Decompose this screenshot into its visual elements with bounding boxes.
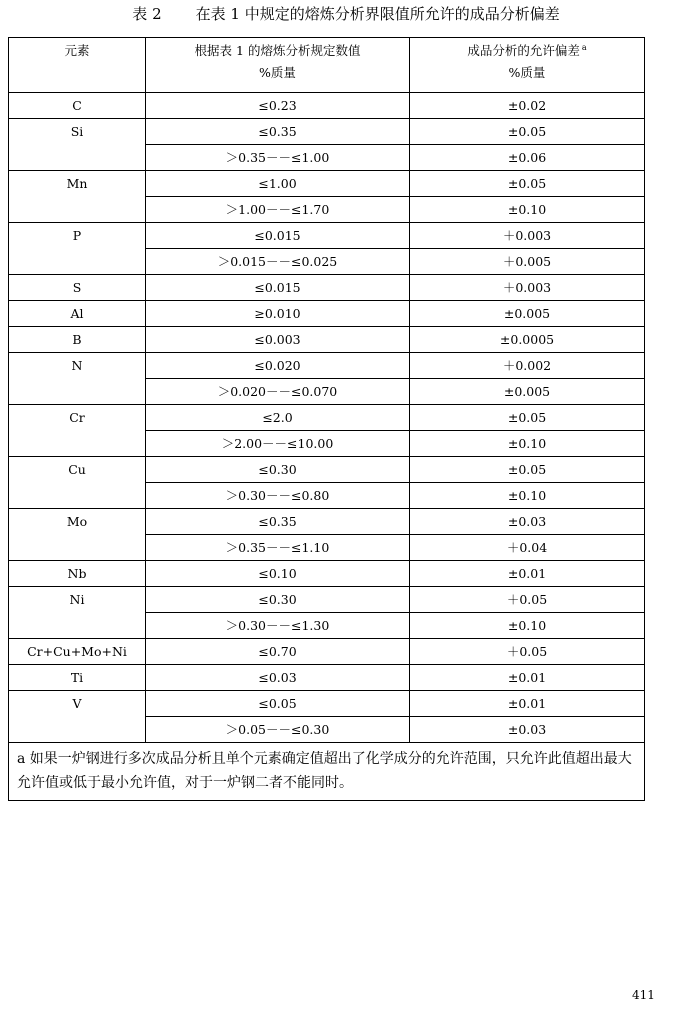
table-row <box>9 119 645 145</box>
deviation-cell: ±0.05 <box>410 171 645 197</box>
table-row <box>9 691 645 717</box>
element-cell: V <box>9 691 146 743</box>
table-row <box>9 275 645 301</box>
table-row <box>9 301 645 327</box>
table-row <box>9 509 645 535</box>
element-cell: Mn <box>9 171 146 223</box>
element-cell: Mo <box>9 509 146 561</box>
page-number: 411 <box>632 988 655 1002</box>
element-cell: Ni <box>9 587 146 639</box>
table-row <box>9 223 645 249</box>
spec-value-cell: ≥0.010 <box>146 301 410 327</box>
header-deviation-label: 成品分析的允许偏差 <box>467 43 580 58</box>
element-cell: Cr+Cu+Mo+Ni <box>9 639 146 665</box>
footnote-row <box>9 743 645 801</box>
deviation-table <box>8 37 645 801</box>
deviation-cell: ±0.03 <box>410 717 645 743</box>
header-spec-unit: %质量 <box>259 65 296 80</box>
deviation-cell: ＋0.005 <box>410 249 645 275</box>
spec-value-cell: ≤0.70 <box>146 639 410 665</box>
spec-value-cell: ＞0.020－－≤0.070 <box>146 379 410 405</box>
header-element <box>9 38 146 93</box>
table-row <box>9 457 645 483</box>
deviation-cell: ＋0.04 <box>410 535 645 561</box>
spec-value-cell: ≤0.05 <box>146 691 410 717</box>
table-title <box>0 4 692 24</box>
deviation-cell: ±0.03 <box>410 509 645 535</box>
element-cell: Nb <box>9 561 146 587</box>
spec-value-cell: ＞0.05－－≤0.30 <box>146 717 410 743</box>
spec-value-cell: ≤1.00 <box>146 171 410 197</box>
footnote: a 如果一炉钢进行多次成品分析且单个元素确定值超出了化学成分的允许范围，只允许此值超出最大允许值或低于最小允许值，对于一炉钢二者不能同时。 <box>9 743 645 801</box>
spec-value-cell: ＞0.015－－≤0.025 <box>146 249 410 275</box>
element-cell: Cr <box>9 405 146 457</box>
spec-value-cell: ≤0.03 <box>146 665 410 691</box>
spec-value-cell: ≤0.015 <box>146 223 410 249</box>
deviation-cell: ±0.05 <box>410 405 645 431</box>
table-row <box>9 353 645 379</box>
deviation-cell: ＋0.002 <box>410 353 645 379</box>
deviation-cell: ＋0.05 <box>410 587 645 613</box>
table-row <box>9 665 645 691</box>
element-cell: P <box>9 223 146 275</box>
spec-value-cell: ≤0.23 <box>146 93 410 119</box>
spec-value-cell: ≤0.35 <box>146 509 410 535</box>
deviation-cell: ±0.01 <box>410 691 645 717</box>
table-caption: 在表 1 中规定的熔炼分析界限值所允许的成品分析偏差 <box>195 5 560 23</box>
header-deviation-line1 <box>410 40 644 62</box>
element-cell: B <box>9 327 146 353</box>
deviation-cell: ±0.0005 <box>410 327 645 353</box>
deviation-table-body <box>9 38 645 743</box>
deviation-cell: ±0.005 <box>410 379 645 405</box>
deviation-cell: ＋0.003 <box>410 223 645 249</box>
spec-value-cell: ≤0.003 <box>146 327 410 353</box>
spec-value-cell: ≤0.30 <box>146 457 410 483</box>
deviation-cell: ±0.005 <box>410 301 645 327</box>
element-cell: Ti <box>9 665 146 691</box>
header-spec <box>146 38 410 93</box>
header-element-label: 元素 <box>64 43 90 58</box>
spec-value-cell: ≤0.30 <box>146 587 410 613</box>
table-row <box>9 171 645 197</box>
deviation-cell: ±0.05 <box>410 457 645 483</box>
deviation-cell: ±0.02 <box>410 93 645 119</box>
element-cell: Al <box>9 301 146 327</box>
header-deviation <box>410 38 645 93</box>
deviation-cell: ±0.10 <box>410 483 645 509</box>
element-cell: C <box>9 93 146 119</box>
deviation-cell: ±0.06 <box>410 145 645 171</box>
spec-value-cell: ＞0.30－－≤0.80 <box>146 483 410 509</box>
table-row <box>9 405 645 431</box>
header-deviation-unit: %质量 <box>508 65 546 80</box>
spec-value-cell: ＞1.00－－≤1.70 <box>146 197 410 223</box>
deviation-cell: ±0.01 <box>410 561 645 587</box>
table-row <box>9 561 645 587</box>
table-row <box>9 587 645 613</box>
element-cell: S <box>9 275 146 301</box>
spec-value-cell: ＞2.00－－≤10.00 <box>146 431 410 457</box>
header-spec-line1: 根据表 1 的熔炼分析规定数值 <box>194 43 361 58</box>
deviation-cell: ±0.10 <box>410 431 645 457</box>
element-cell: Cu <box>9 457 146 509</box>
deviation-cell: ±0.10 <box>410 613 645 639</box>
spec-value-cell: ＞0.35－－≤1.00 <box>146 145 410 171</box>
deviation-cell: ＋0.05 <box>410 639 645 665</box>
table-row <box>9 93 645 119</box>
deviation-cell: ±0.01 <box>410 665 645 691</box>
spec-value-cell: ≤0.35 <box>146 119 410 145</box>
spec-value-cell: ＞0.30－－≤1.30 <box>146 613 410 639</box>
table-number: 表 2 <box>132 5 162 23</box>
element-cell: N <box>9 353 146 405</box>
spec-value-cell: ≤0.020 <box>146 353 410 379</box>
spec-value-cell: ≤2.0 <box>146 405 410 431</box>
table-row <box>9 639 645 665</box>
deviation-cell: ＋0.003 <box>410 275 645 301</box>
header-row <box>9 38 645 93</box>
table-row <box>9 327 645 353</box>
spec-value-cell: ≤0.015 <box>146 275 410 301</box>
spec-value-cell: ＞0.35－－≤1.10 <box>146 535 410 561</box>
element-cell: Si <box>9 119 146 171</box>
footnote-marker: a <box>581 42 587 52</box>
deviation-cell: ±0.05 <box>410 119 645 145</box>
deviation-cell: ±0.10 <box>410 197 645 223</box>
spec-value-cell: ≤0.10 <box>146 561 410 587</box>
